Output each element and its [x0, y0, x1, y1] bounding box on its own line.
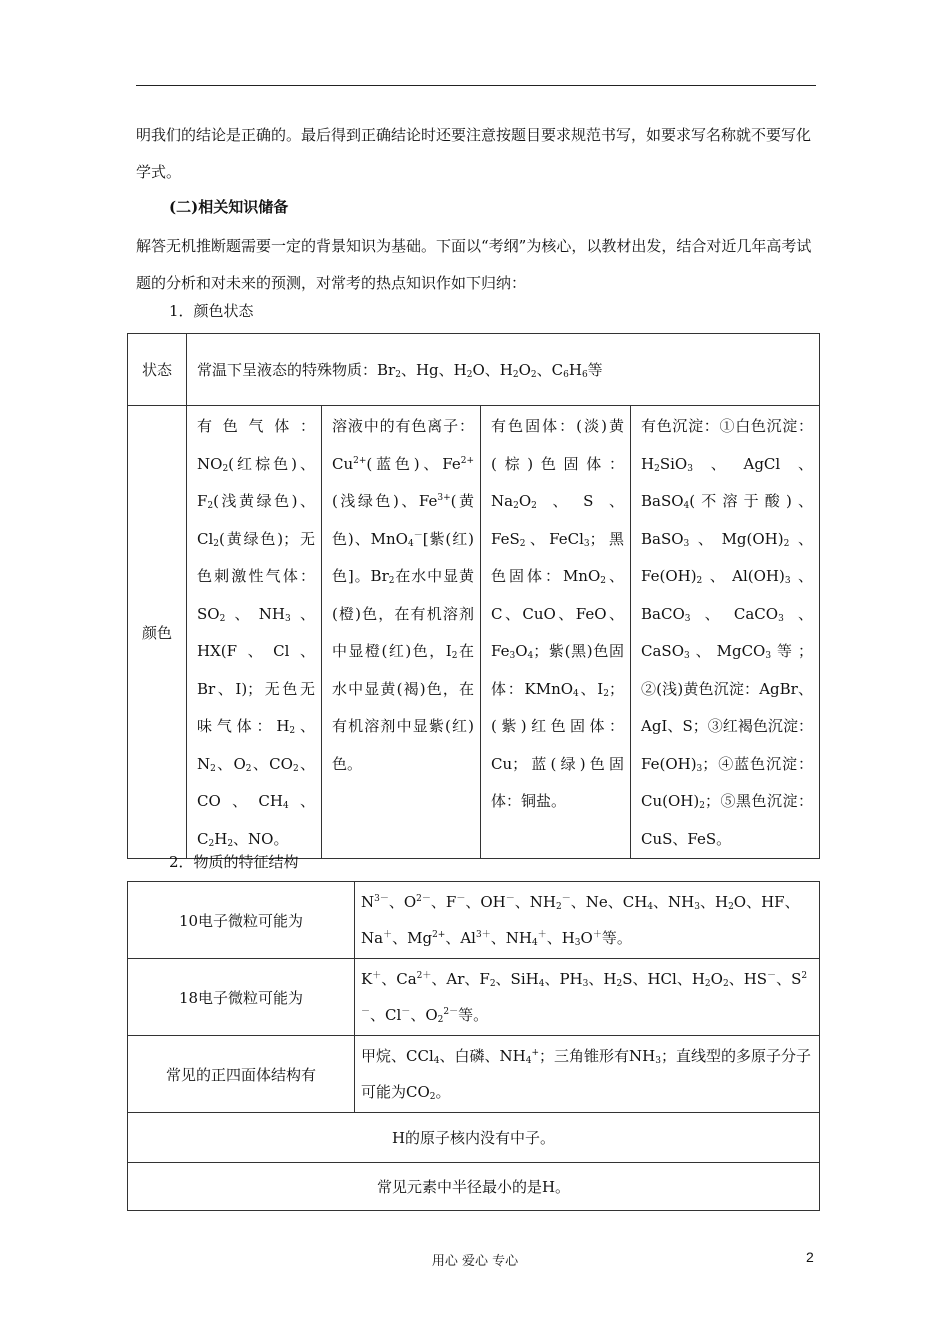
table-row [128, 1163, 820, 1211]
state-prefix: 常温下呈液态的特殊物质： [197, 361, 378, 379]
row-no-neutron: H的原子核内没有中子。 [128, 1113, 820, 1163]
section-heading: (二)相关知识储备 [169, 198, 289, 216]
state-label: 状态 [128, 334, 187, 406]
row-value-tetrahedral: 甲烷、CCl$_4$、白磷、$NH_4^+$；三角锥形有$NH_3$；直线型的多原子分子可能为$CO_2$。 [355, 1036, 820, 1113]
paragraph-conclusion: 明我们的结论是正确的。最后得到正确结论时还要注意按题目要求规范书写，如要求写名称就不要写化学式。 [136, 126, 812, 181]
state-suffix: 等 [587, 361, 603, 379]
color-label: 颜色 [128, 406, 187, 859]
table-row [128, 1036, 820, 1113]
page-number: 2 [806, 1249, 814, 1265]
header-rule [136, 85, 816, 86]
row-label-10e: 10电子微粒可能为 [128, 882, 355, 959]
colored-solids-cell: 有色固体：(淡)黄(棕)色固体：$Na_2O_2$、S、FeS$_2$、FeCl$_3$；黑色固体：MnO$_2$、C、CuO、FeO、$Fe_3O_4$；紫(黑)色固体：KMnO$_4$、$I_2$；(紫)红色固体：Cu；蓝(绿)色固体：铜盐。 [481, 406, 631, 859]
row-value-10e: $N^{3-}$、$O^{2-}$、F－、OH－、$NH_2^-$、Ne、$CH_4$、$NH_3$、$H_2O$、HF、Na＋、$Mg^{2+}$、$Al^{3+}$、$NH_4^+$、$H_3O^+$等。 [355, 882, 820, 959]
row-label-18e: 18电子微粒可能为 [128, 959, 355, 1036]
table-row [128, 1113, 820, 1163]
state-content: 常温下呈液态的特殊物质：$Br_2$、Hg、$H_2O$、$H_2O_2$、$C_6H_6$等 [187, 334, 820, 406]
structure-table [127, 881, 820, 1211]
paragraph-background: 解答无机推断题需要一定的背景知识为基础。下面以“考纲”为核心，以教材出发，结合对近几年高考试题的分析和对未来的预测，对常考的热点知识作如下归纳： [136, 237, 812, 292]
color-state-table [127, 333, 820, 859]
colored-gases-cell: 有色气体：$NO_2$(红棕色)、$F_2$(浅黄绿色)、$Cl_2$(黄绿色)；无色刺激性气体：$SO_2$、$NH_3$、HX(F、Cl、Br、I)；无色无味气体：$H_2$、$N_2$、$O_2$、$CO_2$、CO、$CH_4$、$C_2H_2$、NO。 [187, 406, 322, 859]
row-value-18e: K＋、$Ca^{2+}$、Ar、$F_2$、SiH$_4$、$PH_3$、$H_2S$、HCl、$H_2O_2$、HS－、$S^{2-}$、Cl－、$O_2^{2-}$等。 [355, 959, 820, 1036]
table-row-state [128, 334, 820, 406]
heading-color-state: 1．颜色状态 [169, 302, 254, 320]
table-row [128, 959, 820, 1036]
heading-structure: 2．物质的特征结构 [169, 853, 299, 871]
footer-text: 用心 爱心 专心 [431, 1254, 519, 1269]
row-label-tetrahedral: 常见的正四面体结构有 [128, 1036, 355, 1113]
table-row-color [128, 406, 820, 859]
colored-precipitates-cell: 有色沉淀：①白色沉淀：$H_2SiO_3$、AgCl、BaSO$_4$(不溶于酸)、BaSO$_3$、$Mg(OH)_2$、$Fe(OH)_2$、$Al(OH)_3$、BaCO$_3$、CaCO$_3$、CaSO$_3$、MgCO$_3$等；②(浅)黄色沉淀：AgBr、AgI、S；③红褐色沉淀：$Fe(OH)_3$；④蓝色沉淀：$Cu(OH)_2$；⑤黑色沉淀：CuS、FeS。 [631, 406, 820, 859]
row-smallest-radius: 常见元素中半径最小的是H。 [128, 1163, 820, 1211]
colored-ions-cell: 溶液中的有色离子：$Cu^{2+}$(蓝色)、$Fe^{2+}$(浅绿色)、$Fe^{3+}$(黄色)、MnO$_4$－[紫(红)色]。$Br_2$在水中显黄(橙)色，在有机溶剂中显橙(红)色，$I_2$在水中显黄(褐)色，在有机溶剂中显紫(红)色。 [322, 406, 481, 859]
table-row [128, 882, 820, 959]
